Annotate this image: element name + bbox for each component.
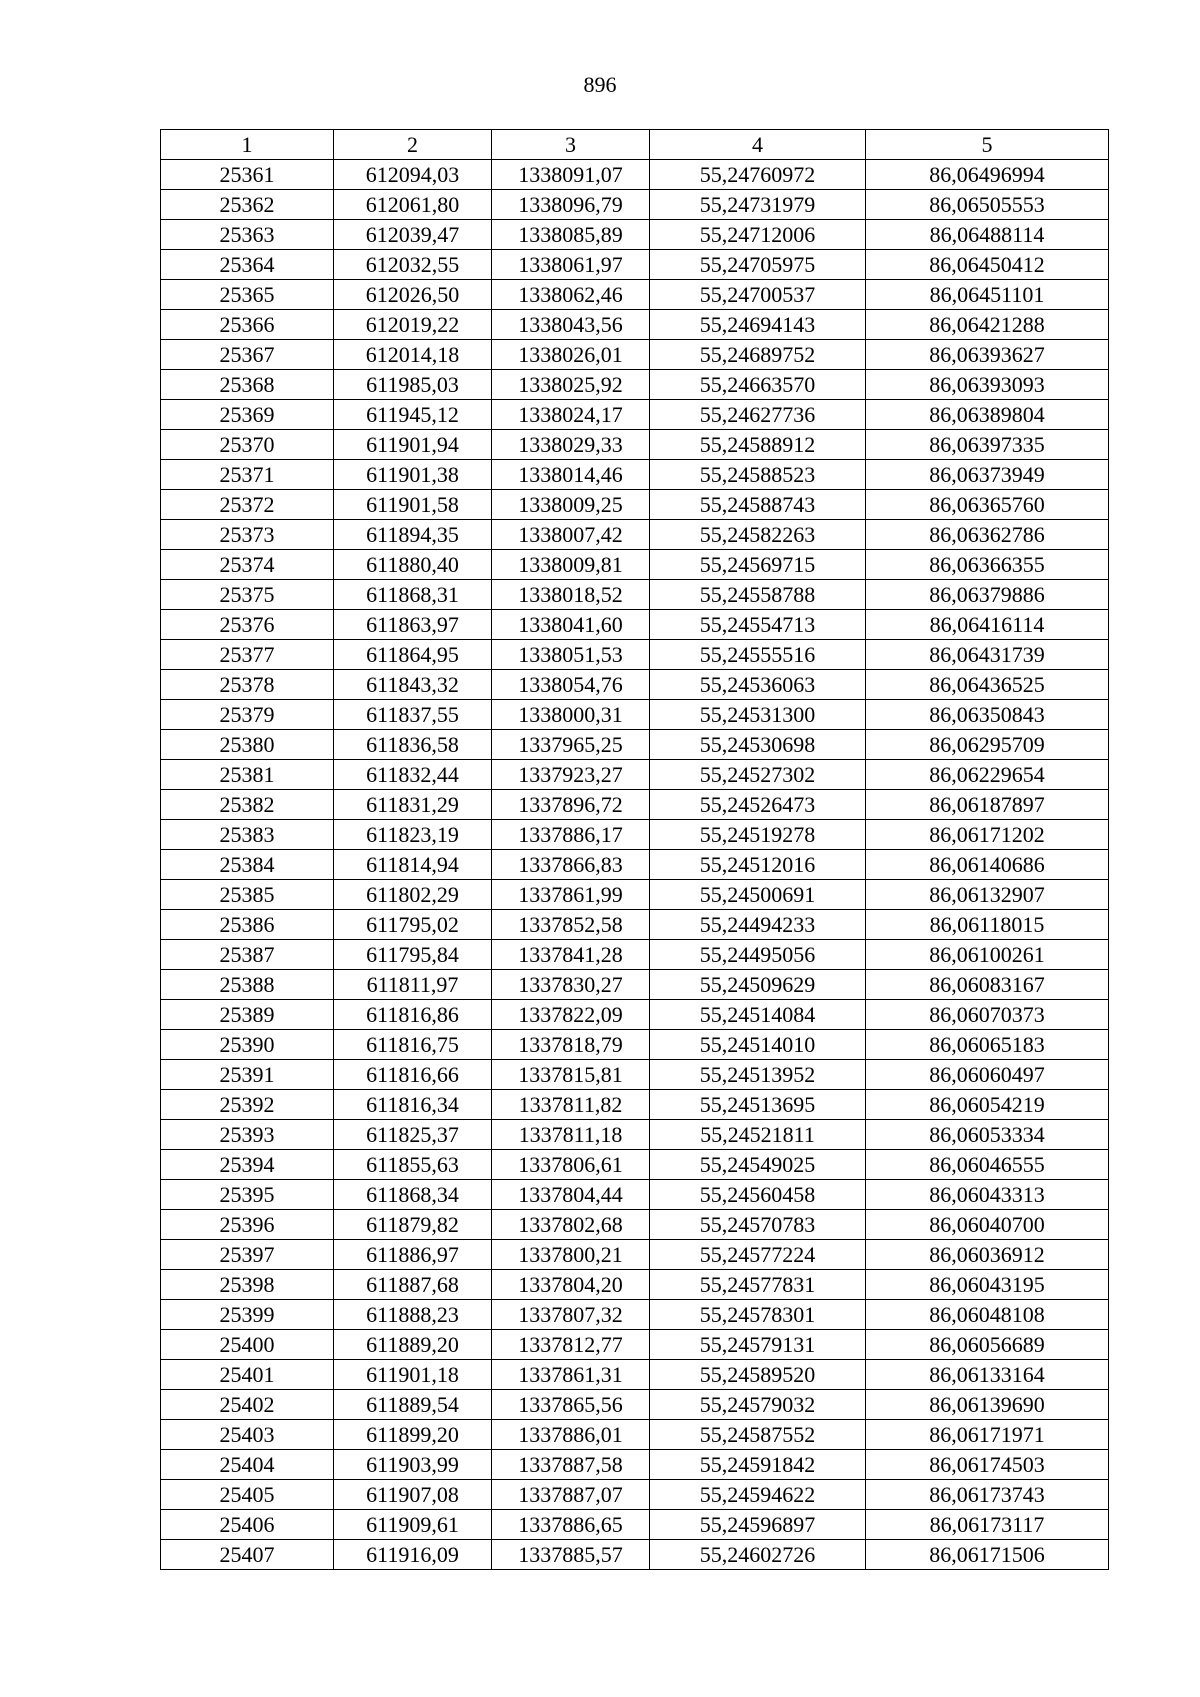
x-coordinate-cell: 611864,95 bbox=[334, 640, 492, 670]
longitude-cell: 86,06043195 bbox=[866, 1270, 1109, 1300]
y-coordinate-cell: 1337965,25 bbox=[492, 730, 650, 760]
latitude-cell: 55,24705975 bbox=[650, 250, 866, 280]
table-row bbox=[161, 1300, 1109, 1330]
point-number-cell: 25371 bbox=[161, 460, 334, 490]
y-coordinate-cell: 1338029,33 bbox=[492, 430, 650, 460]
x-coordinate-cell: 611802,29 bbox=[334, 880, 492, 910]
point-number-cell: 25397 bbox=[161, 1240, 334, 1270]
y-coordinate-cell: 1337886,65 bbox=[492, 1510, 650, 1540]
x-coordinate-cell: 611811,97 bbox=[334, 970, 492, 1000]
point-number-cell: 25383 bbox=[161, 820, 334, 850]
column-header: 5 bbox=[866, 130, 1109, 160]
point-number-cell: 25377 bbox=[161, 640, 334, 670]
table-row bbox=[161, 310, 1109, 340]
y-coordinate-cell: 1337807,32 bbox=[492, 1300, 650, 1330]
latitude-cell: 55,24554713 bbox=[650, 610, 866, 640]
point-number-cell: 25381 bbox=[161, 760, 334, 790]
y-coordinate-cell: 1337852,58 bbox=[492, 910, 650, 940]
y-coordinate-cell: 1337896,72 bbox=[492, 790, 650, 820]
table-row bbox=[161, 850, 1109, 880]
latitude-cell: 55,24514084 bbox=[650, 1000, 866, 1030]
x-coordinate-cell: 611795,84 bbox=[334, 940, 492, 970]
y-coordinate-cell: 1338018,52 bbox=[492, 580, 650, 610]
table-row bbox=[161, 970, 1109, 1000]
latitude-cell: 55,24712006 bbox=[650, 220, 866, 250]
table-row bbox=[161, 1240, 1109, 1270]
longitude-cell: 86,06054219 bbox=[866, 1090, 1109, 1120]
latitude-cell: 55,24591842 bbox=[650, 1450, 866, 1480]
longitude-cell: 86,06174503 bbox=[866, 1450, 1109, 1480]
longitude-cell: 86,06393093 bbox=[866, 370, 1109, 400]
table-row bbox=[161, 1330, 1109, 1360]
y-coordinate-cell: 1337812,77 bbox=[492, 1330, 650, 1360]
longitude-cell: 86,06173743 bbox=[866, 1480, 1109, 1510]
table-row bbox=[161, 460, 1109, 490]
latitude-cell: 55,24577831 bbox=[650, 1270, 866, 1300]
y-coordinate-cell: 1337806,61 bbox=[492, 1150, 650, 1180]
latitude-cell: 55,24587552 bbox=[650, 1420, 866, 1450]
x-coordinate-cell: 612061,80 bbox=[334, 190, 492, 220]
point-number-cell: 25367 bbox=[161, 340, 334, 370]
x-coordinate-cell: 611795,02 bbox=[334, 910, 492, 940]
y-coordinate-cell: 1338091,07 bbox=[492, 160, 650, 190]
x-coordinate-cell: 612039,47 bbox=[334, 220, 492, 250]
point-number-cell: 25399 bbox=[161, 1300, 334, 1330]
column-header: 1 bbox=[161, 130, 334, 160]
longitude-cell: 86,06229654 bbox=[866, 760, 1109, 790]
y-coordinate-cell: 1337887,07 bbox=[492, 1480, 650, 1510]
table-row bbox=[161, 820, 1109, 850]
x-coordinate-cell: 612094,03 bbox=[334, 160, 492, 190]
table-row bbox=[161, 700, 1109, 730]
point-number-cell: 25387 bbox=[161, 940, 334, 970]
y-coordinate-cell: 1338054,76 bbox=[492, 670, 650, 700]
table-row bbox=[161, 1210, 1109, 1240]
longitude-cell: 86,06171202 bbox=[866, 820, 1109, 850]
table-row bbox=[161, 580, 1109, 610]
table-row bbox=[161, 910, 1109, 940]
y-coordinate-cell: 1337802,68 bbox=[492, 1210, 650, 1240]
x-coordinate-cell: 611868,34 bbox=[334, 1180, 492, 1210]
y-coordinate-cell: 1338026,01 bbox=[492, 340, 650, 370]
y-coordinate-cell: 1338061,97 bbox=[492, 250, 650, 280]
latitude-cell: 55,24519278 bbox=[650, 820, 866, 850]
y-coordinate-cell: 1337815,81 bbox=[492, 1060, 650, 1090]
table-row bbox=[161, 430, 1109, 460]
table-row bbox=[161, 1000, 1109, 1030]
latitude-cell: 55,24560458 bbox=[650, 1180, 866, 1210]
longitude-cell: 86,06040700 bbox=[866, 1210, 1109, 1240]
latitude-cell: 55,24558788 bbox=[650, 580, 866, 610]
latitude-cell: 55,24521811 bbox=[650, 1120, 866, 1150]
table-header-row bbox=[161, 130, 1109, 160]
latitude-cell: 55,24760972 bbox=[650, 160, 866, 190]
x-coordinate-cell: 611816,34 bbox=[334, 1090, 492, 1120]
y-coordinate-cell: 1337818,79 bbox=[492, 1030, 650, 1060]
x-coordinate-cell: 612026,50 bbox=[334, 280, 492, 310]
latitude-cell: 55,24527302 bbox=[650, 760, 866, 790]
longitude-cell: 86,06436525 bbox=[866, 670, 1109, 700]
longitude-cell: 86,06043313 bbox=[866, 1180, 1109, 1210]
table-row bbox=[161, 220, 1109, 250]
longitude-cell: 86,06431739 bbox=[866, 640, 1109, 670]
table-row bbox=[161, 640, 1109, 670]
x-coordinate-cell: 611889,54 bbox=[334, 1390, 492, 1420]
point-number-cell: 25402 bbox=[161, 1390, 334, 1420]
x-coordinate-cell: 611823,19 bbox=[334, 820, 492, 850]
latitude-cell: 55,24588743 bbox=[650, 490, 866, 520]
latitude-cell: 55,24495056 bbox=[650, 940, 866, 970]
table-row bbox=[161, 1360, 1109, 1390]
longitude-cell: 86,06365760 bbox=[866, 490, 1109, 520]
x-coordinate-cell: 612032,55 bbox=[334, 250, 492, 280]
longitude-cell: 86,06060497 bbox=[866, 1060, 1109, 1090]
longitude-cell: 86,06048108 bbox=[866, 1300, 1109, 1330]
table-row bbox=[161, 1060, 1109, 1090]
longitude-cell: 86,06379886 bbox=[866, 580, 1109, 610]
longitude-cell: 86,06133164 bbox=[866, 1360, 1109, 1390]
point-number-cell: 25365 bbox=[161, 280, 334, 310]
y-coordinate-cell: 1337804,20 bbox=[492, 1270, 650, 1300]
latitude-cell: 55,24500691 bbox=[650, 880, 866, 910]
point-number-cell: 25373 bbox=[161, 520, 334, 550]
y-coordinate-cell: 1338000,31 bbox=[492, 700, 650, 730]
point-number-cell: 25369 bbox=[161, 400, 334, 430]
latitude-cell: 55,24549025 bbox=[650, 1150, 866, 1180]
point-number-cell: 25393 bbox=[161, 1120, 334, 1150]
y-coordinate-cell: 1337811,18 bbox=[492, 1120, 650, 1150]
longitude-cell: 86,06416114 bbox=[866, 610, 1109, 640]
table-row bbox=[161, 670, 1109, 700]
latitude-cell: 55,24512016 bbox=[650, 850, 866, 880]
x-coordinate-cell: 611855,63 bbox=[334, 1150, 492, 1180]
x-coordinate-cell: 611907,08 bbox=[334, 1480, 492, 1510]
table-row bbox=[161, 1390, 1109, 1420]
point-number-cell: 25391 bbox=[161, 1060, 334, 1090]
point-number-cell: 25378 bbox=[161, 670, 334, 700]
y-coordinate-cell: 1338007,42 bbox=[492, 520, 650, 550]
point-number-cell: 25407 bbox=[161, 1540, 334, 1570]
longitude-cell: 86,06065183 bbox=[866, 1030, 1109, 1060]
longitude-cell: 86,06496994 bbox=[866, 160, 1109, 190]
latitude-cell: 55,24578301 bbox=[650, 1300, 866, 1330]
point-number-cell: 25379 bbox=[161, 700, 334, 730]
latitude-cell: 55,24569715 bbox=[650, 550, 866, 580]
longitude-cell: 86,06053334 bbox=[866, 1120, 1109, 1150]
longitude-cell: 86,06046555 bbox=[866, 1150, 1109, 1180]
point-number-cell: 25403 bbox=[161, 1420, 334, 1450]
point-number-cell: 25389 bbox=[161, 1000, 334, 1030]
y-coordinate-cell: 1337886,01 bbox=[492, 1420, 650, 1450]
x-coordinate-cell: 611831,29 bbox=[334, 790, 492, 820]
table-row bbox=[161, 340, 1109, 370]
point-number-cell: 25384 bbox=[161, 850, 334, 880]
y-coordinate-cell: 1337866,83 bbox=[492, 850, 650, 880]
y-coordinate-cell: 1338009,25 bbox=[492, 490, 650, 520]
longitude-cell: 86,06132907 bbox=[866, 880, 1109, 910]
point-number-cell: 25398 bbox=[161, 1270, 334, 1300]
point-number-cell: 25395 bbox=[161, 1180, 334, 1210]
point-number-cell: 25361 bbox=[161, 160, 334, 190]
point-number-cell: 25382 bbox=[161, 790, 334, 820]
table-row bbox=[161, 280, 1109, 310]
latitude-cell: 55,24700537 bbox=[650, 280, 866, 310]
x-coordinate-cell: 611825,37 bbox=[334, 1120, 492, 1150]
longitude-cell: 86,06171506 bbox=[866, 1540, 1109, 1570]
table-row bbox=[161, 190, 1109, 220]
x-coordinate-cell: 611887,68 bbox=[334, 1270, 492, 1300]
latitude-cell: 55,24536063 bbox=[650, 670, 866, 700]
point-number-cell: 25388 bbox=[161, 970, 334, 1000]
longitude-cell: 86,06373949 bbox=[866, 460, 1109, 490]
table-row bbox=[161, 1510, 1109, 1540]
point-number-cell: 25362 bbox=[161, 190, 334, 220]
x-coordinate-cell: 611886,97 bbox=[334, 1240, 492, 1270]
y-coordinate-cell: 1338025,92 bbox=[492, 370, 650, 400]
longitude-cell: 86,06366355 bbox=[866, 550, 1109, 580]
y-coordinate-cell: 1338062,46 bbox=[492, 280, 650, 310]
x-coordinate-cell: 611836,58 bbox=[334, 730, 492, 760]
x-coordinate-cell: 611901,18 bbox=[334, 1360, 492, 1390]
table-row bbox=[161, 160, 1109, 190]
point-number-cell: 25401 bbox=[161, 1360, 334, 1390]
y-coordinate-cell: 1337830,27 bbox=[492, 970, 650, 1000]
longitude-cell: 86,06171971 bbox=[866, 1420, 1109, 1450]
x-coordinate-cell: 611899,20 bbox=[334, 1420, 492, 1450]
latitude-cell: 55,24513695 bbox=[650, 1090, 866, 1120]
table-row bbox=[161, 1270, 1109, 1300]
point-number-cell: 25374 bbox=[161, 550, 334, 580]
longitude-cell: 86,06397335 bbox=[866, 430, 1109, 460]
y-coordinate-cell: 1337923,27 bbox=[492, 760, 650, 790]
point-number-cell: 25364 bbox=[161, 250, 334, 280]
table-row bbox=[161, 940, 1109, 970]
x-coordinate-cell: 611901,38 bbox=[334, 460, 492, 490]
x-coordinate-cell: 611868,31 bbox=[334, 580, 492, 610]
x-coordinate-cell: 611816,86 bbox=[334, 1000, 492, 1030]
y-coordinate-cell: 1337861,31 bbox=[492, 1360, 650, 1390]
table-row bbox=[161, 610, 1109, 640]
longitude-cell: 86,06140686 bbox=[866, 850, 1109, 880]
latitude-cell: 55,24663570 bbox=[650, 370, 866, 400]
table-body bbox=[161, 160, 1109, 1570]
x-coordinate-cell: 611945,12 bbox=[334, 400, 492, 430]
table-row bbox=[161, 1090, 1109, 1120]
latitude-cell: 55,24582263 bbox=[650, 520, 866, 550]
x-coordinate-cell: 611909,61 bbox=[334, 1510, 492, 1540]
longitude-cell: 86,06350843 bbox=[866, 700, 1109, 730]
table-row bbox=[161, 250, 1109, 280]
y-coordinate-cell: 1338043,56 bbox=[492, 310, 650, 340]
longitude-cell: 86,06505553 bbox=[866, 190, 1109, 220]
latitude-cell: 55,24594622 bbox=[650, 1480, 866, 1510]
point-number-cell: 25385 bbox=[161, 880, 334, 910]
latitude-cell: 55,24579131 bbox=[650, 1330, 866, 1360]
y-coordinate-cell: 1337841,28 bbox=[492, 940, 650, 970]
column-header: 4 bbox=[650, 130, 866, 160]
longitude-cell: 86,06393627 bbox=[866, 340, 1109, 370]
latitude-cell: 55,24531300 bbox=[650, 700, 866, 730]
table-row bbox=[161, 880, 1109, 910]
y-coordinate-cell: 1337822,09 bbox=[492, 1000, 650, 1030]
latitude-cell: 55,24509629 bbox=[650, 970, 866, 1000]
x-coordinate-cell: 611894,35 bbox=[334, 520, 492, 550]
x-coordinate-cell: 611837,55 bbox=[334, 700, 492, 730]
latitude-cell: 55,24694143 bbox=[650, 310, 866, 340]
point-number-cell: 25372 bbox=[161, 490, 334, 520]
latitude-cell: 55,24588912 bbox=[650, 430, 866, 460]
table-row bbox=[161, 550, 1109, 580]
x-coordinate-cell: 611843,32 bbox=[334, 670, 492, 700]
latitude-cell: 55,24731979 bbox=[650, 190, 866, 220]
point-number-cell: 25363 bbox=[161, 220, 334, 250]
y-coordinate-cell: 1338041,60 bbox=[492, 610, 650, 640]
y-coordinate-cell: 1338024,17 bbox=[492, 400, 650, 430]
latitude-cell: 55,24689752 bbox=[650, 340, 866, 370]
longitude-cell: 86,06295709 bbox=[866, 730, 1109, 760]
latitude-cell: 55,24570783 bbox=[650, 1210, 866, 1240]
table-row bbox=[161, 400, 1109, 430]
latitude-cell: 55,24596897 bbox=[650, 1510, 866, 1540]
point-number-cell: 25375 bbox=[161, 580, 334, 610]
longitude-cell: 86,06100261 bbox=[866, 940, 1109, 970]
longitude-cell: 86,06139690 bbox=[866, 1390, 1109, 1420]
x-coordinate-cell: 611903,99 bbox=[334, 1450, 492, 1480]
latitude-cell: 55,24589520 bbox=[650, 1360, 866, 1390]
column-header: 3 bbox=[492, 130, 650, 160]
latitude-cell: 55,24513952 bbox=[650, 1060, 866, 1090]
latitude-cell: 55,24602726 bbox=[650, 1540, 866, 1570]
point-number-cell: 25394 bbox=[161, 1150, 334, 1180]
page-number: 896 bbox=[583, 72, 617, 97]
x-coordinate-cell: 611901,94 bbox=[334, 430, 492, 460]
x-coordinate-cell: 611879,82 bbox=[334, 1210, 492, 1240]
table-row bbox=[161, 790, 1109, 820]
longitude-cell: 86,06036912 bbox=[866, 1240, 1109, 1270]
y-coordinate-cell: 1338085,89 bbox=[492, 220, 650, 250]
x-coordinate-cell: 611901,58 bbox=[334, 490, 492, 520]
y-coordinate-cell: 1337800,21 bbox=[492, 1240, 650, 1270]
point-number-cell: 25366 bbox=[161, 310, 334, 340]
table-row bbox=[161, 1480, 1109, 1510]
x-coordinate-cell: 611832,44 bbox=[334, 760, 492, 790]
y-coordinate-cell: 1337804,44 bbox=[492, 1180, 650, 1210]
longitude-cell: 86,06450412 bbox=[866, 250, 1109, 280]
x-coordinate-cell: 611814,94 bbox=[334, 850, 492, 880]
longitude-cell: 86,06421288 bbox=[866, 310, 1109, 340]
latitude-cell: 55,24577224 bbox=[650, 1240, 866, 1270]
y-coordinate-cell: 1337811,82 bbox=[492, 1090, 650, 1120]
x-coordinate-cell: 611816,66 bbox=[334, 1060, 492, 1090]
point-number-cell: 25400 bbox=[161, 1330, 334, 1360]
x-coordinate-cell: 611888,23 bbox=[334, 1300, 492, 1330]
point-number-cell: 25380 bbox=[161, 730, 334, 760]
x-coordinate-cell: 612019,22 bbox=[334, 310, 492, 340]
table-row bbox=[161, 760, 1109, 790]
longitude-cell: 86,06451101 bbox=[866, 280, 1109, 310]
table-row bbox=[161, 1120, 1109, 1150]
latitude-cell: 55,24494233 bbox=[650, 910, 866, 940]
table-row bbox=[161, 1150, 1109, 1180]
x-coordinate-cell: 612014,18 bbox=[334, 340, 492, 370]
table-row bbox=[161, 370, 1109, 400]
y-coordinate-cell: 1338051,53 bbox=[492, 640, 650, 670]
x-coordinate-cell: 611985,03 bbox=[334, 370, 492, 400]
table-row bbox=[161, 1540, 1109, 1570]
y-coordinate-cell: 1337861,99 bbox=[492, 880, 650, 910]
point-number-cell: 25404 bbox=[161, 1450, 334, 1480]
latitude-cell: 55,24627736 bbox=[650, 400, 866, 430]
table-row bbox=[161, 520, 1109, 550]
longitude-cell: 86,06488114 bbox=[866, 220, 1109, 250]
y-coordinate-cell: 1337887,58 bbox=[492, 1450, 650, 1480]
longitude-cell: 86,06083167 bbox=[866, 970, 1109, 1000]
longitude-cell: 86,06118015 bbox=[866, 910, 1109, 940]
coordinates-table bbox=[160, 129, 1109, 1570]
table-row bbox=[161, 1450, 1109, 1480]
latitude-cell: 55,24579032 bbox=[650, 1390, 866, 1420]
latitude-cell: 55,24530698 bbox=[650, 730, 866, 760]
latitude-cell: 55,24526473 bbox=[650, 790, 866, 820]
latitude-cell: 55,24514010 bbox=[650, 1030, 866, 1060]
y-coordinate-cell: 1338009,81 bbox=[492, 550, 650, 580]
point-number-cell: 25406 bbox=[161, 1510, 334, 1540]
table-row bbox=[161, 1420, 1109, 1450]
longitude-cell: 86,06056689 bbox=[866, 1330, 1109, 1360]
longitude-cell: 86,06187897 bbox=[866, 790, 1109, 820]
x-coordinate-cell: 611816,75 bbox=[334, 1030, 492, 1060]
table-row bbox=[161, 730, 1109, 760]
y-coordinate-cell: 1337885,57 bbox=[492, 1540, 650, 1570]
point-number-cell: 25368 bbox=[161, 370, 334, 400]
longitude-cell: 86,06362786 bbox=[866, 520, 1109, 550]
longitude-cell: 86,06389804 bbox=[866, 400, 1109, 430]
column-header: 2 bbox=[334, 130, 492, 160]
latitude-cell: 55,24588523 bbox=[650, 460, 866, 490]
x-coordinate-cell: 611880,40 bbox=[334, 550, 492, 580]
longitude-cell: 86,06070373 bbox=[866, 1000, 1109, 1030]
point-number-cell: 25376 bbox=[161, 610, 334, 640]
point-number-cell: 25390 bbox=[161, 1030, 334, 1060]
point-number-cell: 25392 bbox=[161, 1090, 334, 1120]
table-row bbox=[161, 490, 1109, 520]
table-row bbox=[161, 1030, 1109, 1060]
y-coordinate-cell: 1337886,17 bbox=[492, 820, 650, 850]
y-coordinate-cell: 1338096,79 bbox=[492, 190, 650, 220]
y-coordinate-cell: 1337865,56 bbox=[492, 1390, 650, 1420]
table-row bbox=[161, 1180, 1109, 1210]
longitude-cell: 86,06173117 bbox=[866, 1510, 1109, 1540]
latitude-cell: 55,24555516 bbox=[650, 640, 866, 670]
point-number-cell: 25396 bbox=[161, 1210, 334, 1240]
x-coordinate-cell: 611889,20 bbox=[334, 1330, 492, 1360]
x-coordinate-cell: 611863,97 bbox=[334, 610, 492, 640]
point-number-cell: 25386 bbox=[161, 910, 334, 940]
point-number-cell: 25405 bbox=[161, 1480, 334, 1510]
x-coordinate-cell: 611916,09 bbox=[334, 1540, 492, 1570]
point-number-cell: 25370 bbox=[161, 430, 334, 460]
y-coordinate-cell: 1338014,46 bbox=[492, 460, 650, 490]
